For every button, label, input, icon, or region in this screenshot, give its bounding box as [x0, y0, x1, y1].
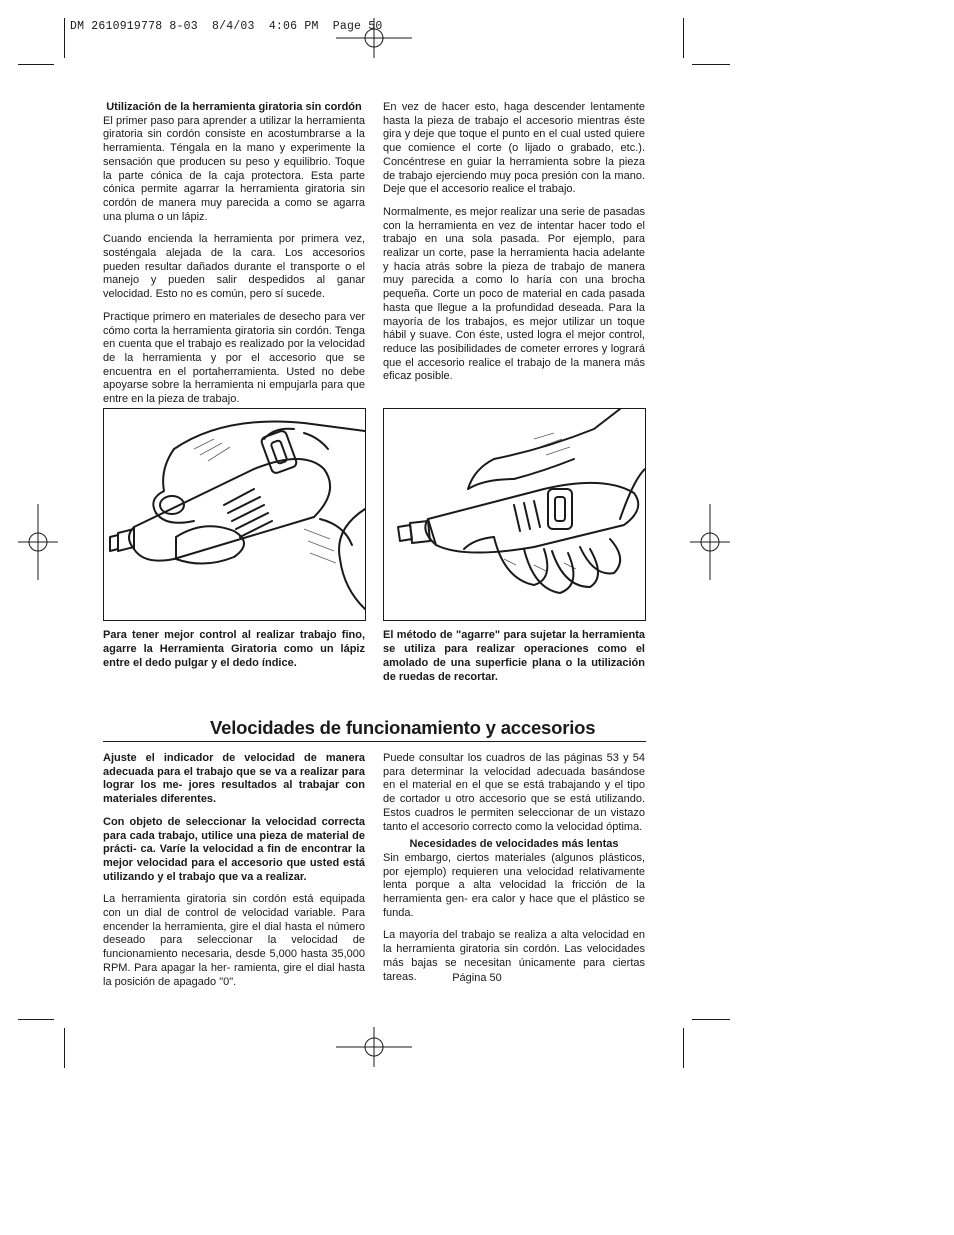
paragraph: Cuando encienda la herramienta por primera vez, sosténgala alejada de la cara. Los accesorios pueden resultar dañados durante el transporte o el manejo y pueden salir despedidos al ganar velocidad. Esto no es común, pero sí sucede. — [103, 233, 365, 301]
bold-paragraph: Ajuste el indicador de velocidad de manera adecuada para el trabajo que se va a realizar para lograr los me- jores resultados al trabajar con materiales diferentes. — [103, 752, 365, 806]
paragraph: La mayoría del trabajo se realiza a alta velocidad en la herramienta giratoria sin cordón. Las velocidades más bajas se necesitan únicamente para ciertas tareas. — [383, 929, 645, 983]
left-column — [103, 101, 365, 416]
paragraph: Practique primero en materiales de desecho para ver cómo corta la herramienta giratoria sin cordón. Tenga en cuenta que el trabajo es realizado por la velocidad de la herramienta y por el accesorio que se encuentra en el portaherramienta. Usted no debe apoyarse sobre la herramienta ni empujarla para que entre en la pieza de trabajo. — [103, 310, 365, 406]
paragraph: En vez de hacer esto, haga descender lentamente hasta la pieza de trabajo el accesorio mientras éste gira y deje que toque el punto en el cual usted quiere que comience el corte (o lijado o grabado, etc.). Concéntrese en guiar la herramienta sobre la pieza de trabajo ejerciendo muy poca presión con la mano. Deje que el accesorio realice el trabajo. — [383, 101, 645, 196]
registration-target-left — [18, 504, 58, 580]
grab-grip-illustration — [384, 409, 645, 620]
bold-paragraph: Con objeto de seleccionar la velocidad correcta para cada trabajo, utilice una pieza de material de prácti- ca. Varíe la velocidad a fin de encontrar la mejor velocidad para el accesorio que usted está utilizando y el trabajo que va a realizar. — [103, 815, 365, 883]
speed-left-column — [103, 752, 365, 998]
section-title: Velocidades de funcionamiento y accesorios — [210, 717, 596, 738]
pencil-grip-illustration — [104, 409, 365, 620]
paragraph: Normalmente, es mejor realizar una serie de pasadas con la herramienta en vez de intentar hacer todo el trabajo en una sola pasada. Por ejemplo, para realizar un corte, pase la herramienta hacia adelante y hacia atrás sobre la pieza de trabajo de manera muy parecida a como lo haría con una brocha pequeña. Corte un poco de material en cada pasada hasta que llegue a la profundidad deseada. Para la mayoría de los trabajos, es mejor utilizar un toque hábil y suave. Con éste, usted logra el mejor control, reduce las posibilidades de cometer errores y logrará que el accesorio realice el trabajo de la manera más eficaz posible. — [383, 205, 645, 383]
right-column — [383, 101, 645, 393]
speed-right-column — [383, 752, 645, 993]
figure-grab-grip — [383, 408, 646, 621]
registration-target-bottom — [336, 1027, 412, 1067]
figure-caption-left: Para tener mejor control al realizar trabajo fino, agarre la Herramienta Giratoria como un lápiz entre el dedo pulgar y el dedo índice. — [103, 629, 365, 669]
figure-pencil-grip — [103, 408, 366, 621]
paragraph: Sin embargo, ciertos materiales (algunos plásticos, por ejemplo) requieren una velocidad relativamente lenta porque a alta velocidad la fricción de la herramienta gen- era calor y hace que el plástico se funda. — [383, 851, 645, 919]
section-rule — [103, 741, 646, 742]
subheading-slow-speeds: Necesidades de velocidades más lentas — [409, 838, 619, 851]
paragraph: La herramienta giratoria sin cordón está equipada con un dial de control de velocidad variable. Para encender la herramienta, gire el dial hasta el número deseado para seleccionar la velocidad de funcionamiento necesaria, desde 5,000 hasta 35,000 RPM. Para apagar la her- ramienta, gire el dial hasta la posición de apagado "0". — [103, 893, 365, 988]
figure-caption-right: El método de "agarre" para sujetar la herramienta se utiliza para realizar operaciones como el amolado de una superficie plana o la utilización de ruedas de recortar. — [383, 629, 645, 683]
printer-slug: DM 2610919778 8-03 8/4/03 4:06 PM Page 50 — [70, 20, 383, 33]
registration-target-right — [690, 504, 730, 580]
paragraph: Puede consultar los cuadros de las páginas 53 y 54 para determinar la velocidad adecuada basándose en el material en el que se está trabajando y el tipo de cortador u otro accesorio que se está utilizando. Estos cuadros le permiten seleccionar de un vistazo tanto el accesorio correcto como la velocidad óptima. — [383, 752, 645, 833]
registration-target-top — [336, 18, 412, 58]
section-heading-usage: Utilización de la herramienta giratoria sin cordón — [106, 101, 362, 113]
page-number: Página 50 — [452, 972, 502, 984]
paragraph: El primer paso para aprender a utilizar la herramienta giratoria sin cordón consiste en acostumbrarse a la herramienta. Téngala en la mano y experimente la sensación que producen su peso y equilibrio. Toque la parte cónica de la caja protectora. Esta parte cónica permite agarrar la herramienta giratoria sin cordón de manera muy parecida a como se agarra una pluma o un lápiz. — [103, 114, 365, 223]
